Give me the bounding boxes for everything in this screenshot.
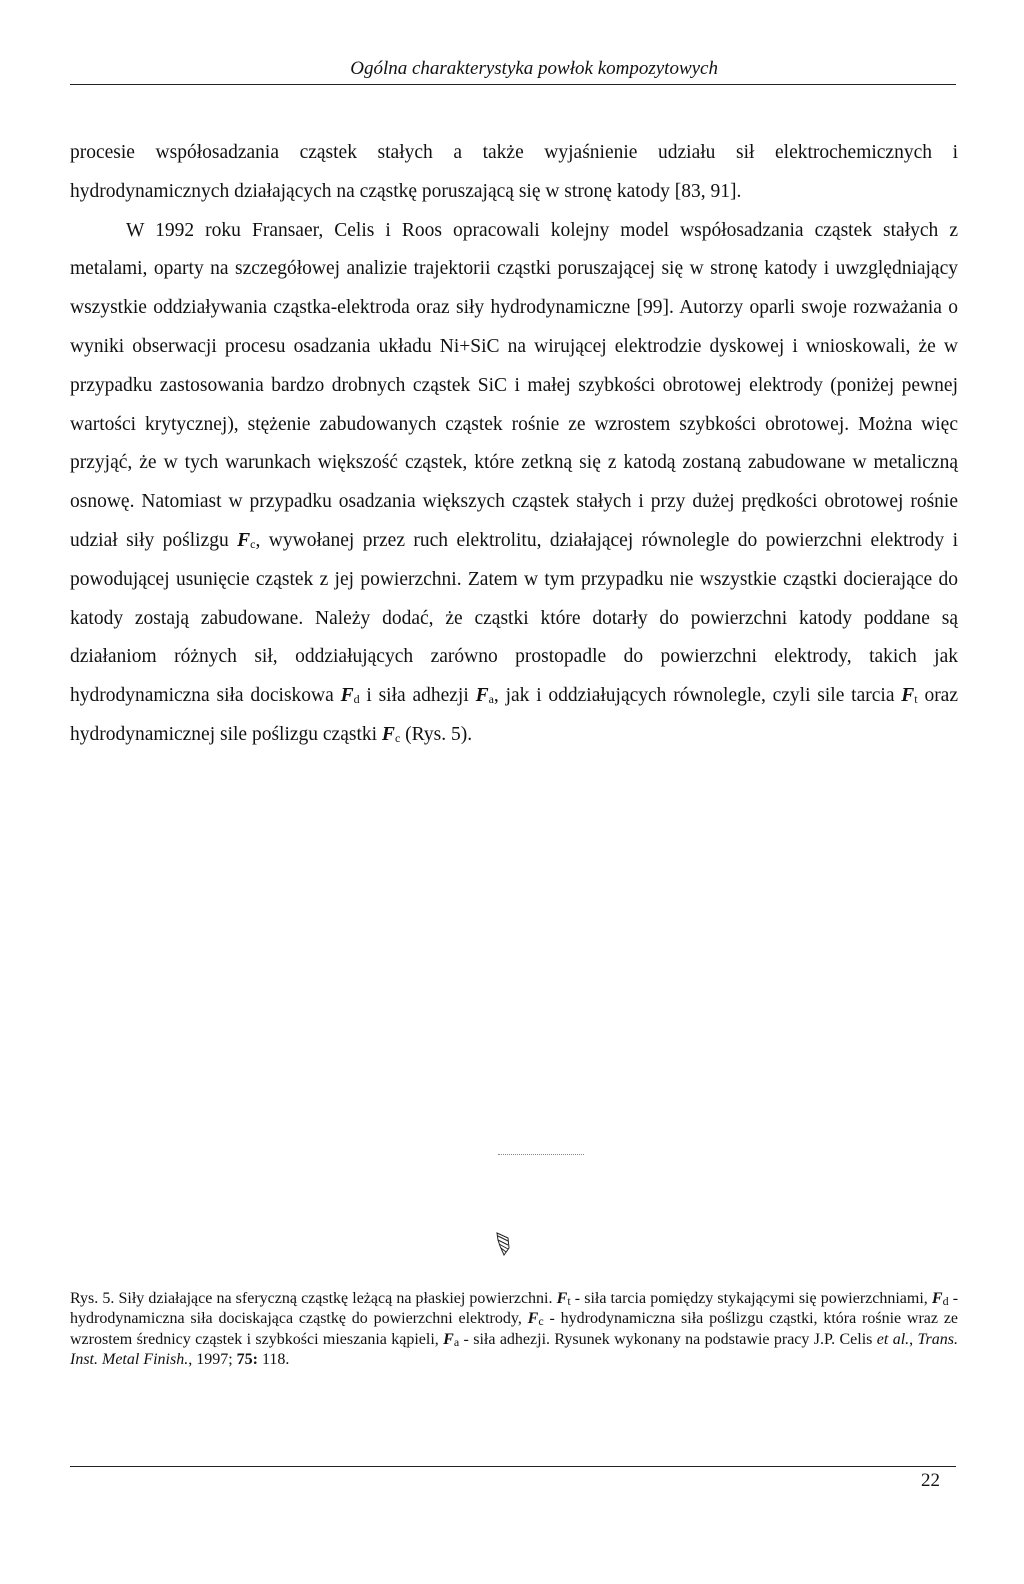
caption-journal: Trans. Inst. Metal Finish. [70, 1330, 958, 1369]
paragraph-2-text-e: oraz hydrodynamicznej sile poślizgu cząstki [70, 685, 958, 745]
paragraph-2 [70, 212, 958, 755]
figure-dotted-line [498, 1154, 584, 1155]
paragraph-2-text-d: , jak i oddziałujących równolegle, czyli sile tarcia [493, 685, 895, 707]
symbol-fa: $F_a$ [475, 685, 494, 707]
symbol-fc: $F_c$ [237, 529, 256, 551]
page-number: 22 [921, 1470, 940, 1491]
footer-rule [70, 1466, 956, 1467]
paragraph-2-text-b: , wywołanej przez ruch elektrolitu, działającej równolegle do powierzchni elektrody i powodującej usunięcie cząstek z jej powierzchni. Zatem w tym przypadku nie wszystkie cząstki docierające do katody zostają zabudowane. Należy dodać, że cząstki które dotarły do powierzchni katody poddane są działaniom różnych sił, oddziałujących zarówno prostopadle do powierzchni elektrody, takich jak hydrodynamiczna siła dociskowa [70, 529, 958, 707]
symbol-fc-2: $F_c$ [381, 723, 401, 745]
caption-etal: et al. [876, 1330, 910, 1348]
symbol-ft: $F_t$ [901, 685, 918, 707]
figure-hatched-mark [496, 1232, 510, 1256]
running-header [70, 58, 948, 80]
caption-symbol-fa: $F_a$ [443, 1330, 460, 1349]
running-title: Ogólna charakterystyka powłok kompozytowych [350, 58, 718, 79]
caption-symbol-ft: $F_t$ [556, 1290, 571, 1308]
caption-symbol-fd: $F_d$ [931, 1290, 949, 1308]
caption-symbol-fc: $F_c$ [527, 1310, 544, 1329]
paragraph-2-text-f: (Rys. 5). [405, 723, 473, 745]
paragraph-2-text-a: W 1992 roku Fransaer, Celis i Roos opracowali kolejny model współosadzania cząstek stałych z metalami, oparty na szczegółowej analizie trajektorii cząstki poruszającej się w stronę katody i uwzględniający wszystkie oddziaływania cząstka-elektroda oraz siły hydrodynamiczne [99]. Autorzy oparli swoje rozważania o wyniki obserwacji procesu osadzania układu Ni+SiC na wirującej elektrodzie dyskowej i wnioskowali, że w przypadku zastosowania bardzo drobnych cząstek SiC i małej szybkości obrotowej elektrody (poniżej pewnej wartości krytycznej), stężenie zabudowanych cząstek rośnie ze wzrostem szybkości obrotowej. Można więc przyjąć, że w tych warunkach większość cząstek, które zetkną się z katodą zostaną zabudowane w metaliczną osnowę. Natomiast w przypadku osadzania większych cząstek stałych i przy dużej prędkości obrotowej rośnie udział siły poślizgu [70, 219, 958, 551]
paragraph-1 [70, 134, 958, 212]
paragraph-1-text: procesie współosadzania cząstek stałych a także wyjaśnienie udziału sił elektrochemicznych i hydrodynamicznych działających na cząstkę poruszającą się w stronę katody [83, 91]. [70, 142, 958, 202]
body-text [70, 134, 958, 755]
figure-caption [70, 1289, 958, 1371]
symbol-fd: $F_d$ [340, 685, 360, 707]
figure-5-area [70, 1150, 958, 1290]
caption-text: Rys. 5. Siły działające na sferyczną cząstkę leżącą na płaskiej powierzchni. $F_t$ - siła tarcia pomiędzy stykającymi się powierzchniami, $F_d$ - hydrodynamiczna siła dociskająca cząstkę do powierzchni elektrody, $F_c$ - hydrodynamiczna siła poślizgu cząstki, która rośnie wraz ze wzrostem średnicy cząstek i szybkości mieszania kąpieli, $F_a$ - siła adhezji. Rysunek wykonany na podstawie pracy J.P. Celis et al., Trans. Inst. Metal Finish., 1997; 75: 118. [70, 1290, 959, 1369]
header-rule [70, 84, 956, 85]
paragraph-2-text-c: i siła adhezji [366, 685, 469, 707]
caption-volume: 75: [236, 1351, 258, 1369]
